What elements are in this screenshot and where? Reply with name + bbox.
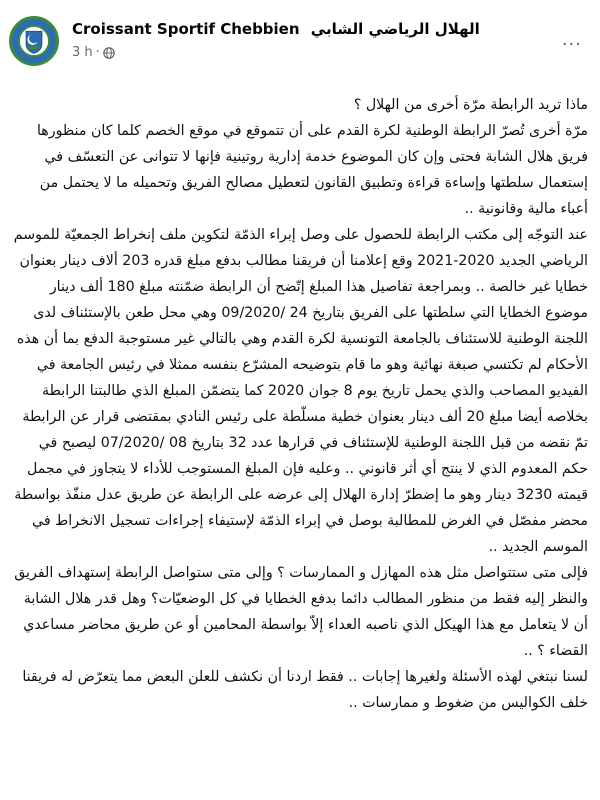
post-paragraph: مرّة أخرى تُصرّ الرابطة الوطنية لكرة القدم على أن تتموقع في موقع الخصم كلما كان منظورها فريق هلال الشابة فحتى وإن كان الموضوع خدمة إدارية روتينية فإنها لا تتوانى عن التعسّف في إستعمال سلطتها وإساءة قراءة وتطبيق القانون لتعطيل مصالح الفريق وتحميله ما لا يحتمل من أعباء مالية وقانونية .. <box>36 123 588 217</box>
post-paragraph: عند التوجّه إلى مكتب الرابطة للحصول على وصل إبراء الذمّة لتكوين ملف إنخراط الجمعيّة للموسم الرياضي الجديد 2020-2021 وقع إعلامنا أن فريقنا مطالب بدفع مبلغ قدره 203 ألاف دينار بعنوان خطايا غير خالصة .. وبمراجعة تفاصيل هذا المبلغ إتّضح أن الرابطة ضمّنته مبلغ 180 ألف دينار موضوع الخطايا التي سلطتها على الفريق بتاريخ 24 /09/2020 وهي محل طعن بالإستئناف لدى اللجنة الوطنية للاستئناف بالجامعة التونسية لكرة القدم وهي بالتالي غير مستوجبة الدفع بما أن هذه الأحكام لم تكتسي صبغة نهائية وهو ما قام بتوضيحه المشرّع بنفسه ممثلا في رئيس الجامعة في الفيديو المصاحب والذي يحمل تاريخ يوم 8 جوان 2020 كما يتضمّن المبلغ الذي طالبتنا الرابطة بخلاصه أيضا مبلغ 20 ألف دينار بعنوان خطية مسلّطة على رئيس النادي بمقتضى قرار عن الرابطة تمّ نقضه من قبل اللجنة الوطنية للإستئناف في قرارها عدد 32 بتاريخ 08 /07/2020 ليصبح في حكم المعدوم الذي لا ينتج أي أثر قانوني .. وعليه فإن المبلغ المستوجب للأداء لا يتجاوز في مجمل قيمته 3230 دينار وهو ما إضطرّ إدارة الهلال إلى عرضه على الرابطة عن طريق عدل منفّذ بواسطة محضر مفصّل في الغرض للمطالبة بوصل في إبراء الذمّة لإستيفاء إجراءات تسجيل الانخراط في الموسم الجديد .. <box>13 227 588 555</box>
page-name-arabic[interactable]: الهلال الرياضي الشابي <box>310 20 480 38</box>
club-logo <box>12 19 56 63</box>
page-name-row <box>72 20 480 38</box>
post-paragraph: فإلى متى ستتواصل مثل هذه المهازل و الممارسات ؟ وإلى متى ستواصل الرابطة إستهداف الفريق والنظر إليه فقط من منظور المطالب دائما بدفع الخطايا في كل الوضعيّات؟ وهل قدر هلال الشابة أن لا يتعامل مع هذا الهيكل الذي ناصبه العداء إلاّ بواسطة المحامين أو عن طريق محاضر مساعدي القضاء ؟ .. <box>14 565 588 659</box>
page-name[interactable]: Croissant Sportif Chebbien <box>72 20 300 38</box>
page-avatar[interactable] <box>9 16 59 66</box>
globe-icon[interactable] <box>103 47 115 59</box>
post-paragraph: ماذا تريد الرابطة مرّة أخرى من الهلال ؟ <box>353 97 588 113</box>
more-options-icon[interactable]: ··· <box>561 34 582 55</box>
post-time[interactable]: 3 h <box>72 45 93 60</box>
post-header <box>0 0 600 80</box>
post-paragraph: لسنا نبتغي لهذه الأسئلة ولغيرها إجابات .. فقط اردنا أن نكشف للعلن البعض مما يتعرّض له فريقنا خلف الكواليس من ضغوط و ممارسات .. <box>22 669 588 711</box>
post-meta <box>72 45 115 60</box>
meta-separator: · <box>95 45 100 60</box>
post-body <box>10 92 588 716</box>
